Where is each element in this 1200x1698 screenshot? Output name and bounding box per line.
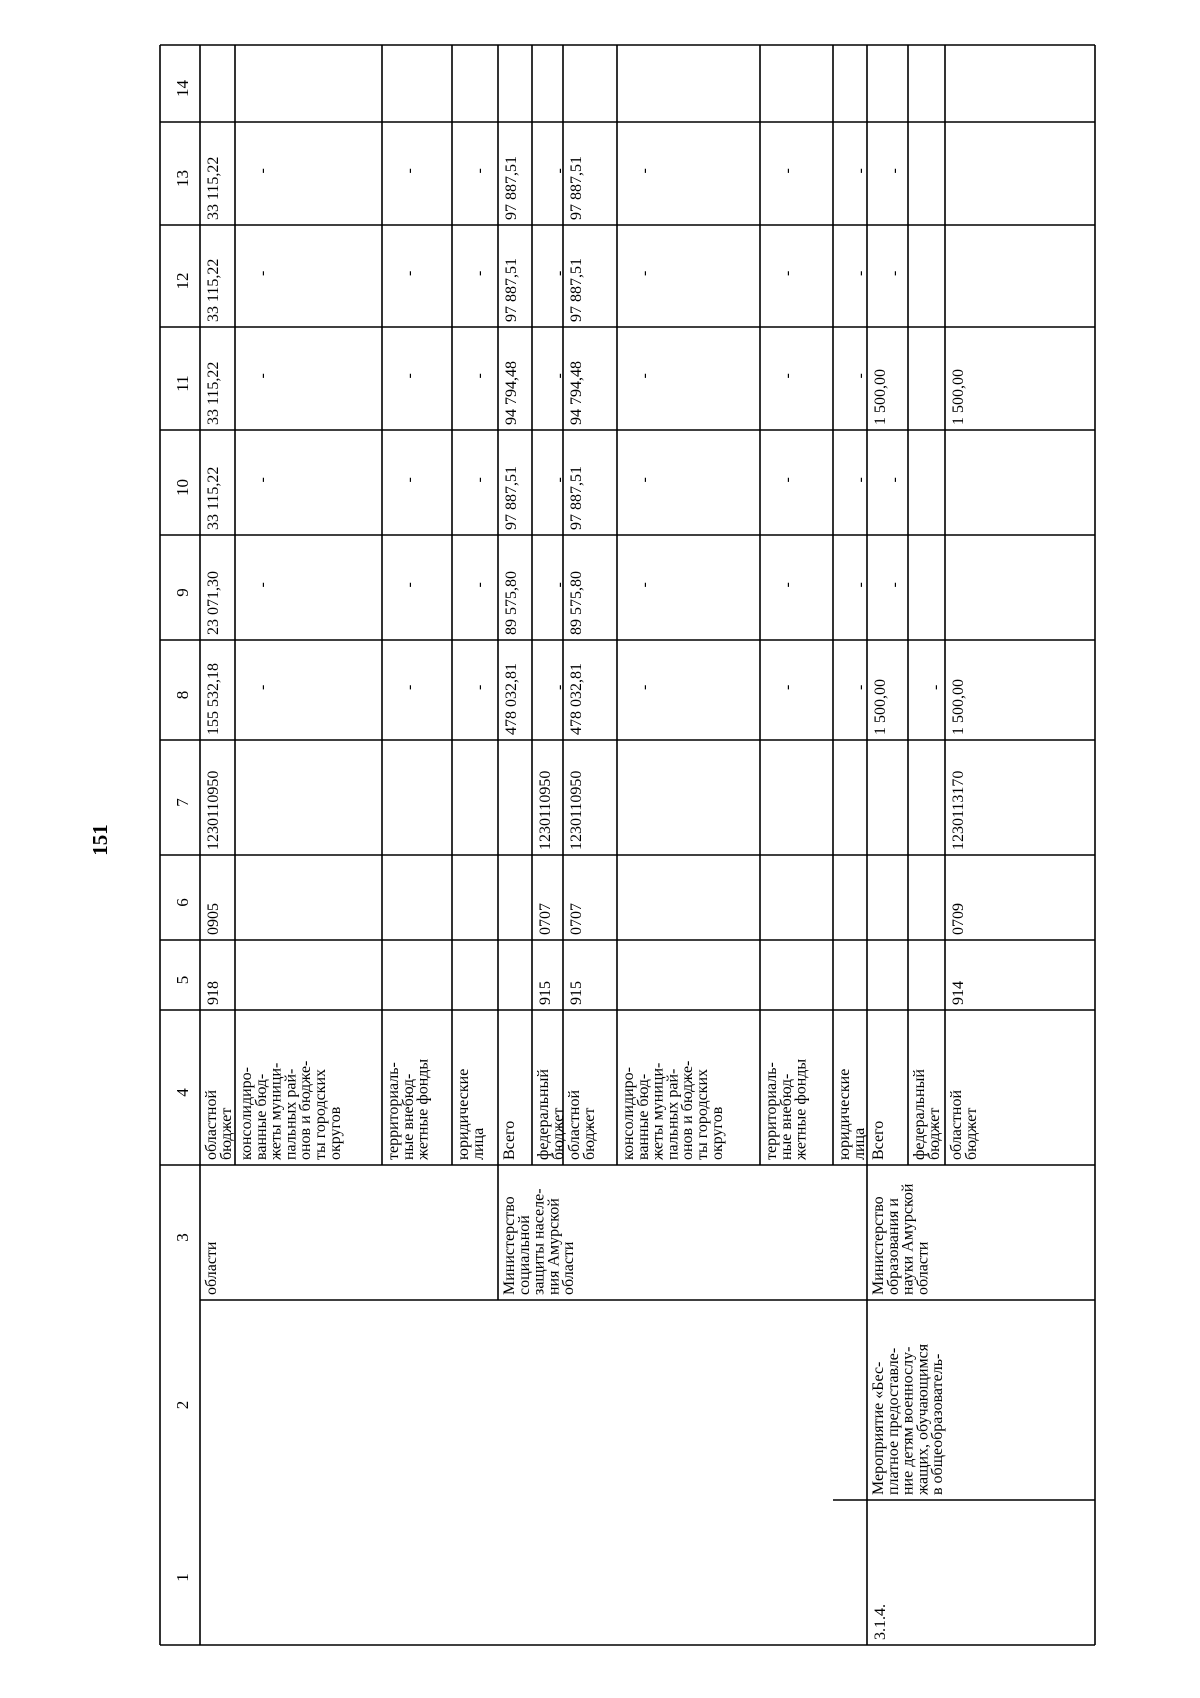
table-cell: 94 794,48 — [568, 361, 585, 425]
table-cell: бюджет — [549, 1107, 567, 1160]
table-cell: 97 887,51 — [568, 156, 585, 220]
table-cell: 1230110950 — [568, 770, 585, 850]
table-cell: - — [779, 168, 796, 174]
page-number: 151 — [88, 824, 112, 856]
table-cell: ванные бюд- — [634, 1073, 652, 1160]
table-cell: областной — [566, 1089, 583, 1160]
table-cell: - — [779, 373, 796, 379]
table-cell: областной — [948, 1089, 965, 1160]
table-cell: 94 794,48 — [503, 361, 520, 425]
table-cell: 1230110950 — [537, 770, 554, 850]
column-header: 11 — [173, 375, 192, 392]
table-cell: - — [636, 477, 653, 483]
table-cell: - — [551, 684, 568, 690]
table-cell: - — [551, 168, 568, 174]
table-cell: - — [254, 168, 271, 174]
table-cell: - — [401, 684, 418, 690]
table-cell: бюджет — [580, 1107, 598, 1160]
column-header: 3 — [173, 1233, 192, 1242]
column-header: 7 — [173, 798, 192, 807]
table-cell: - — [401, 168, 418, 174]
table-cell: - — [254, 373, 271, 379]
table-cell: - — [852, 168, 869, 174]
table-cell: лица — [469, 1127, 487, 1160]
table-cell: - — [852, 582, 869, 588]
table-cell: территориаль- — [385, 1062, 402, 1160]
table-cell: - — [401, 270, 418, 276]
table-cell: 0905 — [205, 903, 222, 935]
table-cell: 0709 — [950, 903, 967, 935]
table-cell: Мероприятие «Бес- — [870, 1361, 887, 1495]
table-cell: 97 887,51 — [503, 258, 520, 322]
table-cell: 97 887,51 — [568, 258, 585, 322]
table-cell: жетные фонды — [792, 1058, 810, 1160]
table-cell: - — [471, 684, 488, 690]
column-header: 1 — [173, 1573, 192, 1582]
table-cell: - — [401, 373, 418, 379]
table-cell: - — [852, 373, 869, 379]
table-cell: в общеобразователь- — [929, 1353, 947, 1495]
table-cell: юридические — [455, 1068, 472, 1160]
table-cell: платное предоставле- — [884, 1347, 902, 1495]
table-cell: - — [886, 477, 903, 483]
table-cell: бюджет — [217, 1107, 235, 1160]
table-cell: - — [254, 582, 271, 588]
table-cell: образования и — [884, 1198, 902, 1295]
table-cell: защиты населе- — [530, 1188, 548, 1295]
table-cell: - — [636, 270, 653, 276]
table-cell: бюджет — [925, 1107, 943, 1160]
table-cell: - — [852, 270, 869, 276]
table-cell: консолидиро- — [620, 1067, 637, 1160]
table-cell: - — [852, 477, 869, 483]
table-cell: ты городских — [694, 1068, 711, 1160]
table-cell: - — [471, 582, 488, 588]
table-cell: 478 032,81 — [568, 663, 585, 735]
table-cell: ные внебюд- — [399, 1073, 417, 1160]
table-cell: 1 500,00 — [872, 369, 889, 425]
table-cell: жеты муници- — [267, 1062, 285, 1160]
table-cell: - — [886, 582, 903, 588]
column-header: 6 — [173, 898, 192, 907]
table-cell: - — [551, 373, 568, 379]
table-cell: 33 115,22 — [205, 466, 222, 530]
table-cell: Всего — [870, 1120, 887, 1160]
table-cell: - — [636, 168, 653, 174]
table-cell: 23 071,30 — [205, 571, 222, 635]
table-cell: областной — [203, 1089, 220, 1160]
column-header: 4 — [173, 1088, 192, 1097]
table-cell: - — [886, 168, 903, 174]
table-cell: 1230110950 — [205, 770, 222, 850]
table-cell: - — [779, 270, 796, 276]
table-cell: 915 — [537, 981, 554, 1005]
table-cell: юридические — [836, 1068, 853, 1160]
table-cell: области — [560, 1241, 578, 1295]
table-cell: 97 887,51 — [503, 156, 520, 220]
table-cell: 1 500,00 — [872, 679, 889, 735]
table-cell: 155 532,18 — [205, 663, 222, 735]
table-cell: - — [401, 477, 418, 483]
table-cell: 33 115,22 — [205, 156, 222, 220]
table-cell: 33 115,22 — [205, 361, 222, 425]
table-cell: - — [551, 477, 568, 483]
table-cell: 0707 — [568, 903, 585, 935]
table-cell: 0707 — [537, 903, 554, 935]
table-cell: - — [471, 477, 488, 483]
table-cell: ние детям военнослу- — [899, 1346, 917, 1495]
table-cell: пальных рай- — [282, 1068, 300, 1160]
table-cell: 1 500,00 — [950, 369, 967, 425]
table-cell: онов и бюдже- — [297, 1060, 315, 1160]
column-header: 9 — [173, 588, 192, 597]
table-cell: - — [886, 270, 903, 276]
table-cell: - — [254, 270, 271, 276]
column-header: 10 — [173, 479, 192, 496]
table-cell: - — [779, 684, 796, 690]
table-cell: 97 887,51 — [568, 466, 585, 530]
table-cell: - — [852, 684, 869, 690]
table-cell: 89 575,80 — [568, 571, 585, 635]
table-cell: 914 — [950, 981, 967, 1005]
table-cell: области — [203, 1241, 220, 1295]
table-cell: - — [401, 582, 418, 588]
table-cell: округов — [708, 1106, 726, 1160]
table-cell: консолидиро- — [238, 1067, 255, 1160]
table-cell: лица — [850, 1127, 868, 1160]
table-cell: - — [927, 684, 944, 690]
table-cell: федеральный — [911, 1069, 928, 1160]
table-cell: - — [779, 582, 796, 588]
table-cell: - — [551, 582, 568, 588]
table-cell: 1230113170 — [950, 770, 967, 850]
table-cell: - — [254, 684, 271, 690]
table-cell: ванные бюд- — [252, 1073, 270, 1160]
table-cell: 3.1.4. — [872, 1604, 889, 1640]
table-cell: жетные фонды — [414, 1058, 432, 1160]
table-cell: 478 032,81 — [503, 663, 520, 735]
table-cell: округов — [326, 1106, 344, 1160]
table-cell: - — [471, 270, 488, 276]
table-cell: жащих, обучающимся — [914, 1343, 932, 1495]
column-header: 13 — [173, 170, 192, 187]
table-cell: - — [636, 684, 653, 690]
table-cell: территориаль- — [763, 1062, 780, 1160]
table-cell: жеты муници- — [649, 1062, 667, 1160]
table-cell: Министерство — [870, 1196, 887, 1295]
table-cell: - — [471, 373, 488, 379]
table-cell: - — [779, 477, 796, 483]
table-cell: социальной — [515, 1215, 533, 1295]
table-cell: - — [551, 270, 568, 276]
column-header: 8 — [173, 690, 192, 700]
table-cell: - — [636, 582, 653, 588]
table-cell: бюджет — [962, 1107, 980, 1160]
column-header: 12 — [173, 272, 192, 290]
table-cell: Министерство — [501, 1196, 518, 1295]
table-cell: 89 575,80 — [503, 571, 520, 635]
column-header: 14 — [173, 80, 192, 97]
table-cell: онов и бюдже- — [679, 1060, 697, 1160]
column-header: 2 — [173, 1400, 192, 1410]
column-header: 5 — [173, 975, 192, 985]
table-cell: науки Амурской — [899, 1183, 917, 1295]
table-cell: 33 115,22 — [205, 258, 222, 322]
table-cell: 97 887,51 — [503, 466, 520, 530]
table-cell: области — [914, 1241, 932, 1295]
table-cell: Всего — [501, 1120, 518, 1160]
table-cell: ты городских — [312, 1068, 329, 1160]
table-cell: - — [254, 477, 271, 483]
table-cell: - — [471, 168, 488, 174]
table-cell: ния Амурской — [545, 1198, 563, 1295]
table-cell: федеральный — [535, 1069, 552, 1160]
table-cell: 1 500,00 — [950, 679, 967, 735]
table-cell: 918 — [205, 981, 222, 1005]
table-cell: пальных рай- — [664, 1068, 682, 1160]
table-cell: 915 — [568, 981, 585, 1005]
table-cell: ные внебюд- — [777, 1073, 795, 1160]
table-cell: - — [636, 373, 653, 379]
